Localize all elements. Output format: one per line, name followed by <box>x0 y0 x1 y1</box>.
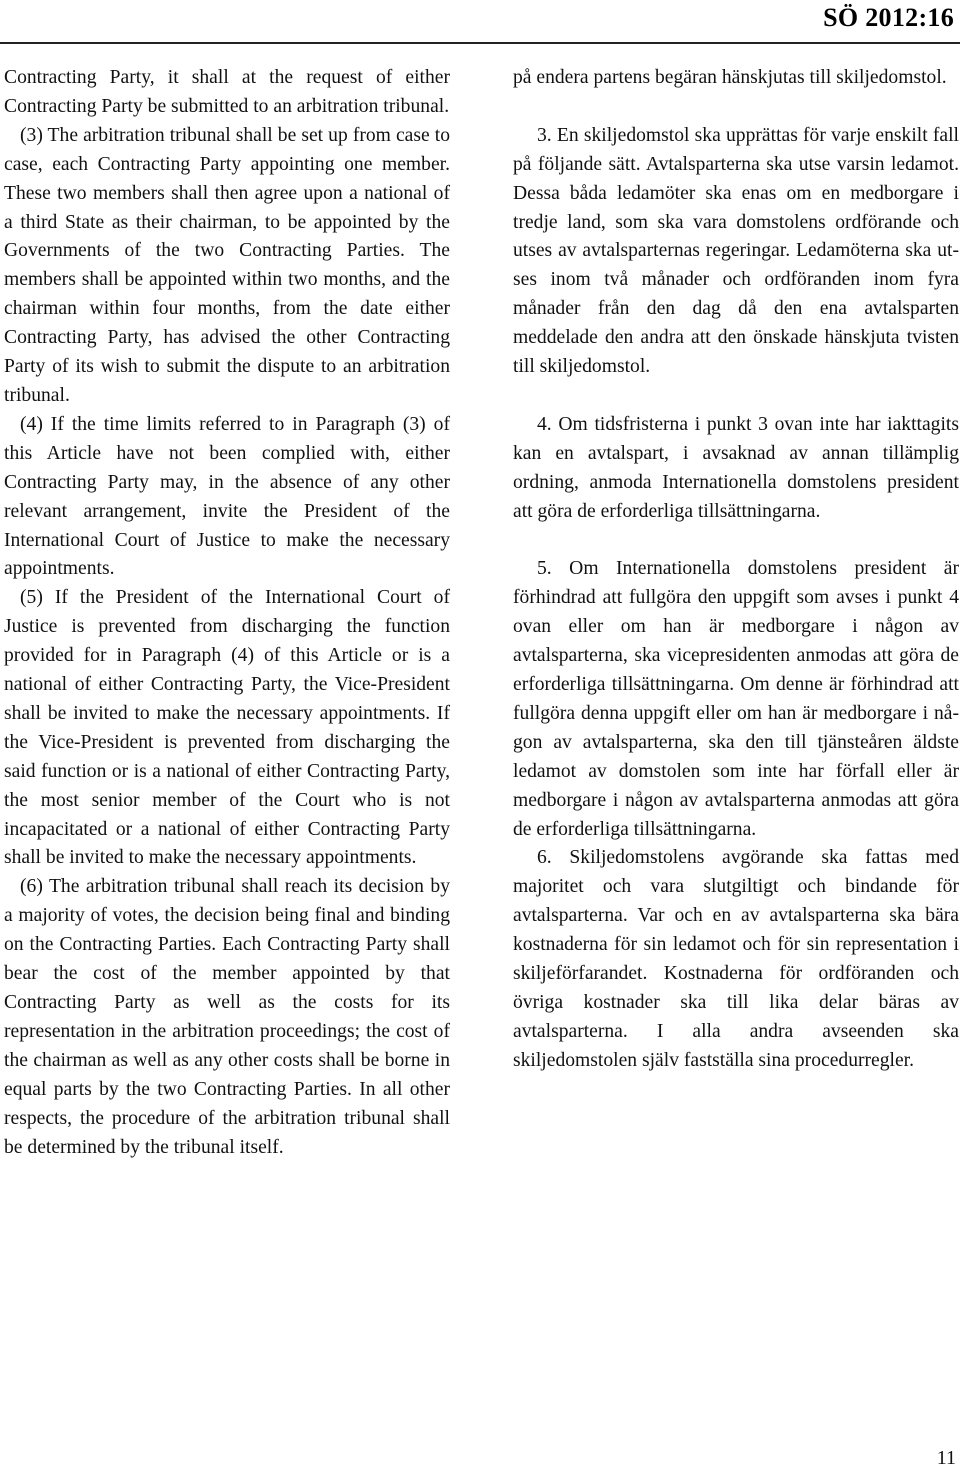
english-column <box>4 64 450 1162</box>
page-number: 11 <box>936 1447 956 1469</box>
sv-paragraph-3: 3. En skiljedomstol ska upprättas för varje enskilt fall på följande sätt. Avtalsparterna ska utse varsin ledamot. Dessa båda ledamöter ska enas om en medborgare i tredje land, som ska vara domstolens ordförande och utses av avtalsparternas regeringar. Ledamöterna ska utses inom två månader och ordföranden inom fyra månader från den dag då den ena avtalsparten meddelade den andra att den önskade hänskjuta tvisten till skiljedomstol. <box>513 124 959 378</box>
swedish-column <box>513 64 959 1076</box>
en-paragraph-6: (6) The arbitration tribunal shall reach its decision by a majority of votes, the decision being final and binding on the Contracting Parties. Each Contracting Party shall bear the cost of the member appointed by that Contracting Party as well as the costs for its representation in the arbitration proceedings; the cost of the chairman as well as any other costs shall be borne in equal parts by the two Contracting Parties. In all other respects, the procedure of the arbitration tribunal shall be determined by the tribunal itself. <box>4 876 450 1158</box>
header-rule <box>0 42 960 44</box>
en-paragraph-4: (4) If the time limits referred to in Paragraph (3) of this Article have not been complied with, either Contracting Party may, in the absence of any other relevant arrangement, invite the President of the International Court of Justice to make the necessary appointments. <box>4 413 450 580</box>
en-paragraph-5: (5) If the President of the International Court of Justice is prevented from discharging the function provided for in Paragraph (4) of this Article or is a national of either Contracting Party, the Vice-President shall be invited to make the necessary appointments. If the Vice-President is prevented from discharging the said function or is a national of either Contracting Party, the most senior member of the Court who is not incapacitated or a national of either Contracting Party shall be invited to make the necessary appointments. <box>4 587 450 869</box>
document-reference: SÖ 2012:16 <box>823 3 954 32</box>
sv-paragraph-2-continued: på endera partens begäran hänskjutas till skiljedomstol. <box>513 67 947 88</box>
sv-paragraph-6: 6. Skiljedomstolens avgörande ska fattas med majoritet och vara slutgiltigt och bindande för avtalsparterna. Var och en av avtalsparterna ska bära kostnaderna för sin ledamot och för sin representation i skiljeförfarandet. Kostnaderna för ordföranden och övriga kostnader ska till lika delar bäras av avtalsparterna. I alla andra avseenden ska skiljedomstolen själv fastställa sina procedurregler. <box>513 847 959 1071</box>
sv-paragraph-5: 5. Om Internationella domstolens president är förhindrad att fullgöra den uppgift som avses i punkt 4 ovan eller om han är medborgare i någon av avtalsparterna, ska vicepresidenten anmodas att göra de erforderliga tillsättningarna. Om denne är förhindrad att fullgöra denna uppgift eller om han är medborgare i någon av avtalsparterna, ska den till tjänsteåren äldste ledamot av domstolen som inte har förfall eller är medborgare i någon av avtalsparterna anmodas att göra de erforderliga tillsättningarna. <box>513 558 959 840</box>
en-paragraph-2-continued: Contracting Party, it shall at the request of either Contracting Party be submitted to an arbitration tribunal. <box>4 67 450 117</box>
en-paragraph-3: (3) The arbitration tribunal shall be set up from case to case, each Contracting Party appointing one member. These two members shall then agree upon a national of a third State as their chairman, to be appointed by the Governments of the two Contracting Parties. The members shall be appointed within two months, and the chairman within four months, from the date either Contracting Party, has advised the other Contracting Party of its wish to submit the dispute to an arbitration tribunal. <box>4 124 450 406</box>
sv-paragraph-4: 4. Om tidsfristerna i punkt 3 ovan inte har iakttagits kan en avtalspart, i avsaknad av annan tillämplig ordning, anmoda Internationella domstolens president att göra de erforderliga tillsättningarna. <box>513 413 959 522</box>
